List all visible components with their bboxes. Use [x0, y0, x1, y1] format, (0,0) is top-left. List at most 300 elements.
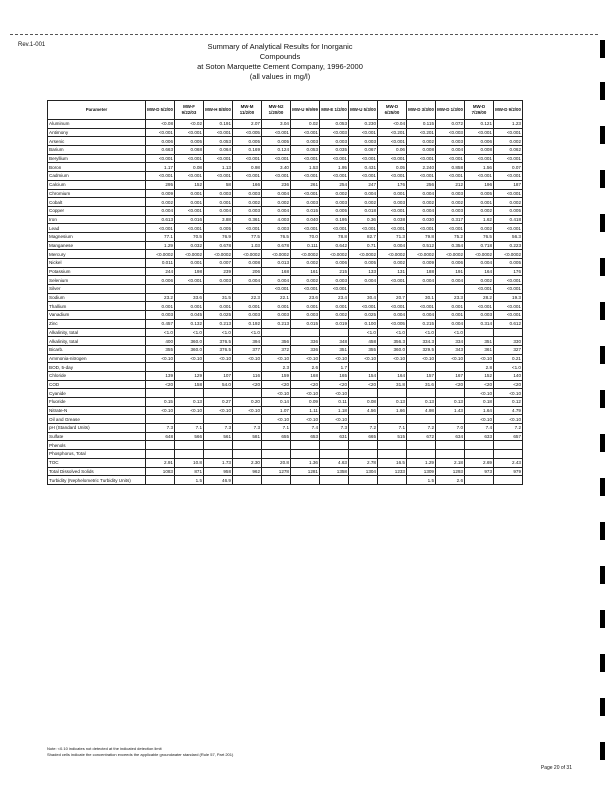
value-cell: 0.613 [146, 215, 175, 224]
value-cell: 633 [465, 432, 494, 441]
value-cell [146, 363, 175, 372]
value-cell: 0.008 [407, 146, 436, 155]
value-cell: <1.0 [204, 328, 233, 337]
value-cell: 247 [349, 180, 378, 189]
value-cell: 355 [349, 345, 378, 354]
value-cell: 239 [204, 267, 233, 276]
value-cell: 400 [146, 337, 175, 346]
value-cell: 0.98 [233, 163, 262, 172]
value-cell: <20 [494, 380, 523, 389]
value-cell: 2.69 [465, 458, 494, 467]
value-cell: 0.003 [291, 198, 320, 207]
value-cell: 377 [233, 345, 262, 354]
value-cell: 166 [233, 180, 262, 189]
table-row [48, 206, 523, 215]
value-cell: 0.18 [465, 398, 494, 407]
value-cell: 7.2 [349, 424, 378, 433]
value-cell: 0.004 [378, 311, 407, 320]
value-cell [175, 450, 204, 459]
value-cell: <0.001 [291, 189, 320, 198]
value-cell [436, 363, 465, 372]
value-cell: 7.4 [465, 424, 494, 433]
parameter-cell: Lead [48, 224, 146, 233]
value-cell: <0.001 [378, 172, 407, 181]
value-cell: 31.5 [204, 293, 233, 302]
parameter-cell: Calcium [48, 180, 146, 189]
value-cell: 0.003 [465, 311, 494, 320]
table-row [48, 354, 523, 363]
value-cell: 0.132 [175, 319, 204, 328]
value-cell: 7.1 [378, 424, 407, 433]
value-cell: <0.001 [436, 172, 465, 181]
value-cell: 655 [262, 432, 291, 441]
value-cell: 33.6 [175, 293, 204, 302]
value-cell: 351 [465, 337, 494, 346]
value-cell: <20 [320, 380, 349, 389]
parameter-cell: Arsenic [48, 137, 146, 146]
value-cell: 133 [349, 267, 378, 276]
table-row [48, 241, 523, 250]
value-cell [204, 389, 233, 398]
value-cell: 2.18 [436, 458, 465, 467]
value-cell: <0.001 [349, 224, 378, 233]
value-cell: 215 [320, 267, 349, 276]
value-cell: 164 [378, 371, 407, 380]
value-cell: 20.7 [378, 293, 407, 302]
value-cell: 10.8 [175, 458, 204, 467]
value-cell: <0.10 [494, 389, 523, 398]
value-cell: 0.004 [262, 206, 291, 215]
table-row [48, 371, 523, 380]
value-cell: 0.006 [465, 137, 494, 146]
value-cell: <0.10 [262, 389, 291, 398]
column-header-well: MW-F 9/22/03 [175, 101, 204, 120]
value-cell [233, 285, 262, 294]
parameter-cell: Sulfate [48, 432, 146, 441]
footnote-1: Note: <0.10 indicates not detected at the indicated detection limit [47, 746, 162, 751]
value-cell [465, 441, 494, 450]
value-cell: 58 [204, 180, 233, 189]
value-cell: 191 [436, 267, 465, 276]
value-cell: 0.36 [349, 215, 378, 224]
parameter-cell: Magnesium [48, 232, 146, 241]
table-row [48, 406, 523, 415]
value-cell: 28.2 [465, 293, 494, 302]
value-cell: 0.361 [233, 215, 262, 224]
value-cell: <0.001 [494, 224, 523, 233]
value-cell: 168 [262, 267, 291, 276]
value-cell: 1.43 [436, 406, 465, 415]
value-cell: <0.001 [175, 276, 204, 285]
value-cell: 0.003 [204, 276, 233, 285]
value-cell: 0.035 [320, 146, 349, 155]
table-row [48, 128, 523, 137]
header-divider [10, 34, 598, 35]
value-cell: <0.001 [233, 224, 262, 233]
value-cell: 0.025 [349, 311, 378, 320]
value-cell: <0.001 [262, 285, 291, 294]
value-cell: 1.07 [262, 406, 291, 415]
value-cell: 0.001 [175, 259, 204, 268]
value-cell [233, 450, 262, 459]
value-cell: <0.001 [378, 154, 407, 163]
table-row [48, 154, 523, 163]
value-cell: 0.004 [233, 276, 262, 285]
value-cell: 0.13 [175, 398, 204, 407]
value-cell: <0.001 [262, 154, 291, 163]
value-cell: 0.002 [465, 276, 494, 285]
value-cell [378, 389, 407, 398]
value-cell: 0.111 [291, 241, 320, 250]
value-cell: 0.05 [378, 163, 407, 172]
value-cell [233, 415, 262, 424]
value-cell: <0.0002 [349, 250, 378, 259]
value-cell: <0.001 [291, 285, 320, 294]
value-cell: 0.006 [146, 137, 175, 146]
value-cell: <0.0002 [204, 250, 233, 259]
table-row [48, 198, 523, 207]
table-row [48, 180, 523, 189]
value-cell: 0.213 [262, 319, 291, 328]
value-cell: 77.1 [146, 232, 175, 241]
value-cell: 0.002 [378, 259, 407, 268]
value-cell [494, 441, 523, 450]
value-cell [233, 389, 262, 398]
value-cell [349, 389, 378, 398]
value-cell: 0.191 [204, 120, 233, 129]
value-cell: <0.001 [407, 224, 436, 233]
value-cell: 7.2 [407, 424, 436, 433]
value-cell: 360.0 [175, 337, 204, 346]
value-cell: 7.3 [233, 424, 262, 433]
value-cell: <0.001 [146, 172, 175, 181]
value-cell: 1.95 [320, 163, 349, 172]
value-cell: 1083 [146, 467, 175, 476]
value-cell: <1.0 [175, 328, 204, 337]
value-cell: 1.36 [291, 458, 320, 467]
value-cell [175, 441, 204, 450]
value-cell: 78.8 [320, 232, 349, 241]
value-cell: 0.512 [407, 241, 436, 250]
column-header-well: MW-E 1/2/00 [320, 101, 349, 120]
value-cell: 2.78 [349, 458, 378, 467]
value-cell: 1233 [378, 467, 407, 476]
parameter-cell: Bicarb. [48, 345, 146, 354]
value-cell: 376.5 [204, 345, 233, 354]
parameter-cell: Cadmium [48, 172, 146, 181]
value-cell: 0.004 [407, 276, 436, 285]
value-cell: 206 [233, 267, 262, 276]
value-cell: 7.0 [436, 424, 465, 433]
value-cell: 0.002 [146, 198, 175, 207]
table-row [48, 224, 523, 233]
value-cell: 0.195 [320, 215, 349, 224]
value-cell [204, 441, 233, 450]
value-cell: 330 [494, 337, 523, 346]
value-cell: <20 [465, 380, 494, 389]
value-cell: 244 [146, 267, 175, 276]
value-cell: <0.001 [291, 128, 320, 137]
value-cell: 0.005 [204, 224, 233, 233]
value-cell: 653 [291, 432, 320, 441]
parameter-cell: Nickel [48, 259, 146, 268]
value-cell: 0.019 [320, 319, 349, 328]
value-cell: 0.004 [465, 259, 494, 268]
value-cell [291, 441, 320, 450]
table-row [48, 250, 523, 259]
value-cell: <0.10 [465, 389, 494, 398]
value-cell: <0.10 [320, 354, 349, 363]
column-header-well: MW-D 7/29/00 [465, 101, 494, 120]
parameter-cell: Copper [48, 206, 146, 215]
value-cell: <0.04 [378, 120, 407, 129]
value-cell: 0.13 [407, 398, 436, 407]
value-cell: <0.10 [175, 406, 204, 415]
value-cell: 70.0 [291, 232, 320, 241]
value-cell [378, 415, 407, 424]
value-cell: 1358 [320, 467, 349, 476]
value-cell: 962 [233, 467, 262, 476]
value-cell: <1.0 [378, 328, 407, 337]
value-cell: 0.016 [175, 215, 204, 224]
value-cell: 0.002 [407, 137, 436, 146]
value-cell: 152 [175, 180, 204, 189]
value-cell: 23.6 [291, 293, 320, 302]
value-cell [175, 363, 204, 372]
value-cell: 7.3 [146, 424, 175, 433]
value-cell: <0.10 [175, 354, 204, 363]
column-header-well: MW-D 3/3/00 [407, 101, 436, 120]
parameter-cell: Aluminum [48, 120, 146, 129]
value-cell: 0.001 [146, 302, 175, 311]
value-cell: 0.215 [407, 319, 436, 328]
document-id: Rev.1-001 [18, 42, 46, 48]
value-cell: <0.001 [291, 154, 320, 163]
value-cell: 131 [378, 267, 407, 276]
value-cell: 1.73 [204, 458, 233, 467]
title-line-1: Summary of Analytical Results for Inorganic [207, 42, 353, 51]
value-cell: 1.7 [320, 363, 349, 372]
parameter-cell: Thallium [48, 302, 146, 311]
value-cell: 46.9 [204, 476, 233, 485]
value-cell: 1.66 [378, 406, 407, 415]
value-cell: <0.10 [465, 354, 494, 363]
value-cell: 0.006 [320, 259, 349, 268]
value-cell: 75.2 [436, 232, 465, 241]
value-cell: <0.001 [494, 172, 523, 181]
value-cell: 0.003 [291, 137, 320, 146]
value-cell: 0.015 [291, 206, 320, 215]
value-cell: 0.009 [146, 189, 175, 198]
value-cell: <0.001 [407, 154, 436, 163]
value-cell: <0.10 [378, 354, 407, 363]
value-cell: <0.001 [262, 172, 291, 181]
value-cell: 2.91 [146, 458, 175, 467]
parameter-cell: Sodium [48, 293, 146, 302]
value-cell: <0.001 [175, 172, 204, 181]
value-cell: 0.003 [233, 189, 262, 198]
table-row [48, 276, 523, 285]
parameter-cell: Beryllium [48, 154, 146, 163]
value-cell: 167 [436, 371, 465, 380]
value-cell [291, 476, 320, 485]
parameter-cell: Chromium [48, 189, 146, 198]
value-cell [146, 441, 175, 450]
value-cell: 657 [494, 432, 523, 441]
table-row [48, 172, 523, 181]
value-cell: <0.001 [320, 285, 349, 294]
value-cell: 0.354 [436, 241, 465, 250]
table-row [48, 285, 523, 294]
value-cell: 0.003 [262, 311, 291, 320]
value-cell: 0.27 [204, 398, 233, 407]
value-cell: 0.003 [320, 276, 349, 285]
value-cell: <0.0002 [146, 250, 175, 259]
value-cell [436, 415, 465, 424]
value-cell: 2.6 [291, 363, 320, 372]
value-cell: <0.001 [349, 154, 378, 163]
value-cell: 0.008 [233, 259, 262, 268]
value-cell: 0.71 [349, 241, 378, 250]
value-cell: <0.001 [233, 154, 262, 163]
value-cell: 2.07 [233, 120, 262, 129]
table-row [48, 267, 523, 276]
parameter-cell: Fluoride [48, 398, 146, 407]
value-cell: 1.53 [291, 163, 320, 172]
table-row [48, 389, 523, 398]
table-row [48, 328, 523, 337]
parameter-cell: BOD, 5-day [48, 363, 146, 372]
value-cell: 0.15 [146, 398, 175, 407]
value-cell: 4.98 [407, 406, 436, 415]
parameter-cell: Oil and Grease [48, 415, 146, 424]
value-cell: 0.004 [378, 241, 407, 250]
value-cell: 4.003 [262, 215, 291, 224]
value-cell: <0.001 [349, 302, 378, 311]
value-cell: 1.5 [407, 476, 436, 485]
value-cell: <0.001 [494, 154, 523, 163]
value-cell: 0.663 [146, 146, 175, 155]
value-cell: 0.045 [175, 311, 204, 320]
table-row [48, 337, 523, 346]
value-cell: 0.008 [465, 146, 494, 155]
value-cell: 376.5 [204, 337, 233, 346]
value-cell: 0.003 [291, 311, 320, 320]
value-cell: 0.015 [291, 319, 320, 328]
value-cell [204, 285, 233, 294]
table-row [48, 311, 523, 320]
value-cell [494, 476, 523, 485]
value-cell [233, 363, 262, 372]
value-cell: <0.201 [407, 128, 436, 137]
parameter-cell: Mercury [48, 250, 146, 259]
table-row [48, 441, 523, 450]
value-cell [407, 415, 436, 424]
value-cell: 0.006 [146, 276, 175, 285]
value-cell: 1.11 [291, 406, 320, 415]
value-cell: 0.064 [204, 146, 233, 155]
value-cell [320, 450, 349, 459]
parameter-cell: Nitrate-N [48, 406, 146, 415]
value-cell: 0.121 [465, 120, 494, 129]
value-cell: 0.13 [378, 398, 407, 407]
value-cell: 334.3 [407, 337, 436, 346]
value-cell: 107 [204, 371, 233, 380]
value-cell: 0.169 [233, 146, 262, 155]
value-cell: 129 [175, 371, 204, 380]
value-cell: 22.3 [233, 293, 262, 302]
value-cell: 0.08 [349, 398, 378, 407]
value-cell: 2.3 [262, 363, 291, 372]
table-row [48, 293, 523, 302]
value-cell: <0.001 [175, 224, 204, 233]
value-cell: 0.001 [262, 302, 291, 311]
value-cell: 0.053 [204, 137, 233, 146]
value-cell: 0.20 [233, 398, 262, 407]
value-cell: 672 [407, 432, 436, 441]
value-cell [262, 476, 291, 485]
value-cell: <0.001 [291, 224, 320, 233]
value-cell: 0.001 [175, 302, 204, 311]
value-cell [407, 450, 436, 459]
table-row [48, 302, 523, 311]
value-cell: 336 [291, 337, 320, 346]
parameter-cell: Manganese [48, 241, 146, 250]
value-cell: 1.62 [465, 215, 494, 224]
value-cell: <1.0 [233, 328, 262, 337]
value-cell [465, 450, 494, 459]
value-cell [146, 450, 175, 459]
value-cell: 0.002 [465, 224, 494, 233]
value-cell: 1.56 [465, 163, 494, 172]
value-cell: 958 [204, 467, 233, 476]
value-cell: 0.418 [494, 215, 523, 224]
value-cell: <0.001 [320, 224, 349, 233]
value-cell: 973 [465, 467, 494, 476]
value-cell: 0.11 [320, 398, 349, 407]
value-cell: 23.4 [320, 293, 349, 302]
value-cell: 0.004 [436, 319, 465, 328]
value-cell: 0.314 [465, 319, 494, 328]
value-cell: 0.642 [320, 241, 349, 250]
value-cell: 0.004 [407, 189, 436, 198]
value-cell: <0.10 [204, 406, 233, 415]
value-cell: 176 [494, 267, 523, 276]
value-cell: <0.001 [494, 285, 523, 294]
value-cell: 0.223 [494, 241, 523, 250]
value-cell: 187 [494, 180, 523, 189]
value-cell: 0.003 [320, 198, 349, 207]
parameter-cell: Iron [48, 215, 146, 224]
value-cell [378, 450, 407, 459]
value-cell: <0.001 [204, 154, 233, 163]
value-cell: 0.005 [349, 259, 378, 268]
column-header-well: MW-U 5/3/00 [349, 101, 378, 120]
value-cell: 0.004 [349, 276, 378, 285]
value-cell: 871 [175, 467, 204, 476]
value-cell: 0.001 [204, 198, 233, 207]
value-cell: 0.007 [204, 259, 233, 268]
value-cell: 515 [378, 432, 407, 441]
footnote-2: Shaded cells indicate the concentration exceeds the applicable groundwater standard (Rule 57, Part 201) [47, 752, 234, 757]
value-cell [349, 441, 378, 450]
parameter-cell: Potassium [48, 267, 146, 276]
value-cell: 4.79 [494, 406, 523, 415]
value-cell: <1.0 [349, 328, 378, 337]
value-cell: 0.004 [262, 276, 291, 285]
column-header-well: MW-D 5/2/00 [146, 101, 175, 120]
value-cell: 256 [407, 180, 436, 189]
